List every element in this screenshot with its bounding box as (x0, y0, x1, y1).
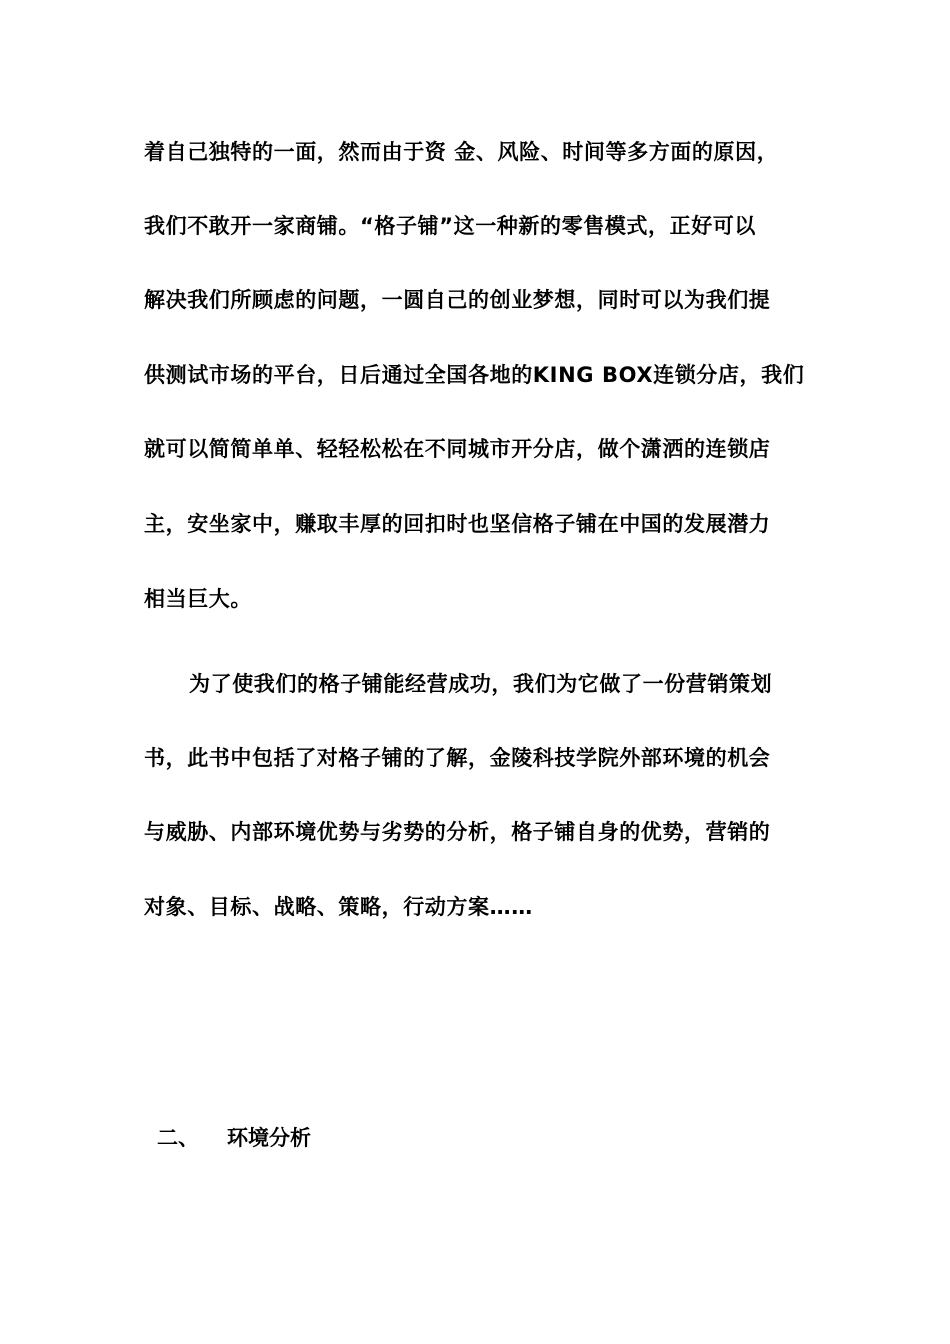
section-number: 二、 (157, 1126, 199, 1150)
paragraph-line: 着自己独特的一面，然而由于资 金、风险、时间等多方面的原因， (144, 140, 779, 164)
paragraph-line: 解决我们所顾虑的问题，一圆自己的创业梦想，同时可以为我们提 (144, 288, 771, 312)
paragraph-line: 就可以简简单单、轻轻松松在不同城市开分店，做个潇洒的连锁店 (144, 437, 771, 461)
paragraph-line: 书，此书中包括了对格子铺的了解，金陵科技学院外部环境的机会 (144, 746, 771, 770)
paragraph-line: 供测试市场的平台，日后通过全国各地的KING BOX连锁分店，我们 (144, 363, 805, 387)
paragraph-line: 相当巨大。 (144, 587, 252, 611)
paragraph-line: 我们不敢开一家商铺。“格子铺”这一种新的零售模式，正好可以 (144, 214, 757, 238)
paragraph-line: 对象、目标、战略、策略，行动方案…… (144, 895, 533, 919)
paragraph-line-indented: 为了使我们的格子铺能经营成功，我们为它做了一份营销策划 (189, 672, 773, 696)
paragraph-line: 与威胁、内部环境优势与劣势的分析，格子铺自身的优势，营销的 (144, 820, 771, 844)
section-title: 环境分析 (227, 1126, 311, 1150)
paragraph-line: 主，安坐家中，赚取丰厚的回扣时也坚信格子铺在中国的发展潜力 (144, 512, 771, 536)
section-heading (157, 1123, 311, 1153)
